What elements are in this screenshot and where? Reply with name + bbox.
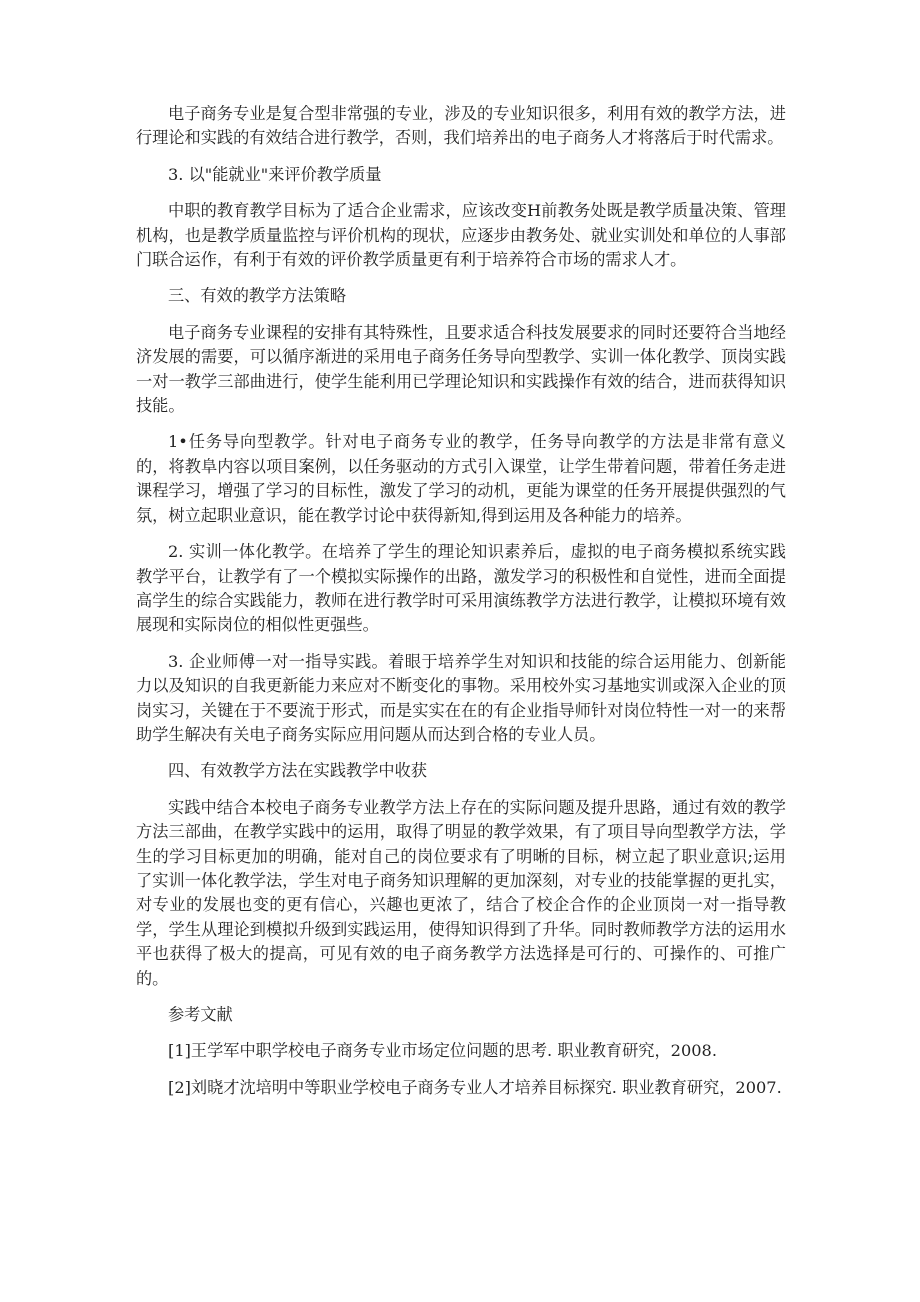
- reference-item: [1]王学军中职学校电子商务专业市场定位问题的思考. 职业教育研究，2008.: [168, 1041, 717, 1061]
- paragraph-intro: 电子商务专业是复合型非常强的专业，涉及的专业知识很多，利用有效的教学方法，进行理论和实践的有效结合进行教学，否则，我们培养出的电子商务人才将落后于时代需求。: [136, 104, 786, 148]
- reference-item: [2]刘晓才沈培明中等职业学校电子商务专业人才培养目标探究. 职业教育研究，2007.: [168, 1077, 782, 1097]
- references-heading: 参考文献: [168, 1005, 233, 1024]
- section-heading-results: 四、有效教学方法在实践教学中收获: [168, 761, 427, 781]
- paragraph-mentor-practice: 3. 企业师傅一对一指导实践。着眼于培养学生对知识和技能的综合运用能力、创新能力以及知识的自我更新能力来应对不断变化的事物。采用校外实习基地实训或深入企业的顶岗实习，关键在于不要流于形式，而是实实在在的有企业指导师针对岗位特性一对一的来帮助学生解决有关电子商务实际应用问题从而达到合格的专业人员。: [136, 651, 786, 744]
- paragraph-strategies: 电子商务专业课程的安排有其特殊性，且要求适合科技发展要求的同时还要符合当地经济发展的需要，可以循序渐进的采用电子商务任务导向型教学、实训一体化教学、顶岗实践一对一教学三部曲进行，使学生能利用已学理论知识和实践操作有效的结合，进而获得知识技能。: [136, 322, 786, 416]
- paragraph-integrated-training: 2. 实训一体化教学。在培养了学生的理论知识素养后，虚拟的电子商务模拟系统实践教学平台，让教学有了一个模拟实际操作的出路，激发学习的积极性和自觉性，进而全面提高学生的综合实践能力，教师在进行教学时可采用演练教学方法进行教学，让模拟环境有效展现和实际岗位的相似性更强些。: [136, 542, 786, 635]
- section-heading-3: 3. 以"能就业"来评价教学质量: [168, 164, 382, 184]
- document-body: [136, 102, 786, 1112]
- paragraph-task-oriented: 1•任务导向型教学。针对电子商务专业的教学，任务导向教学的方法是非常有意义的，将教阜内容以项目案例，以任务驱动的方式引入课堂，让学生带着问题，带着任务走进课程学习，增强了学习的目标性，激发了学习的动机，更能为课堂的任务开展提供强烈的气氛，树立起职业意识，能在教学讨论中获得新知,得到运用及各种能力的培养。: [136, 432, 786, 525]
- paragraph-quality-evaluation: 中职的教育教学目标为了适合企业需求，应该改变H前教务处既是教学质量决策、管理机构，也是教学质量监控与评价机构的现状，应逐步由教务处、就业实训处和单位的人事部门联合运作，有利于有效的评价教学质量更有利于培养符合市场的需求人才。: [136, 201, 786, 270]
- paragraph-results: 实践中结合本校电子商务专业教学方法上存在的实际问题及提升思路，通过有效的教学方法三部曲，在教学实践中的运用，取得了明显的教学效果，有了项目导向型教学方法，学生的学习目标更加的明确，能对自己的岗位要求有了明晰的目标，树立起了职业意识;运用了实训一体化教学法，学生对电子商务知识理解的更加深刻，对专业的技能掌握的更扎实，对专业的发展也变的更有信心，兴趣也更浓了，结合了校企合作的企业顶岗一对一指导教学，学生从理论到模拟升级到实践运用，使得知识得到了升华。同时教师教学方法的运用水平也获得了极大的提高，可见有效的电子商务教学方法选择是可行的、可操作的、可推广的。: [136, 797, 786, 988]
- section-heading-strategies: 三、有效的教学方法策略: [168, 286, 347, 306]
